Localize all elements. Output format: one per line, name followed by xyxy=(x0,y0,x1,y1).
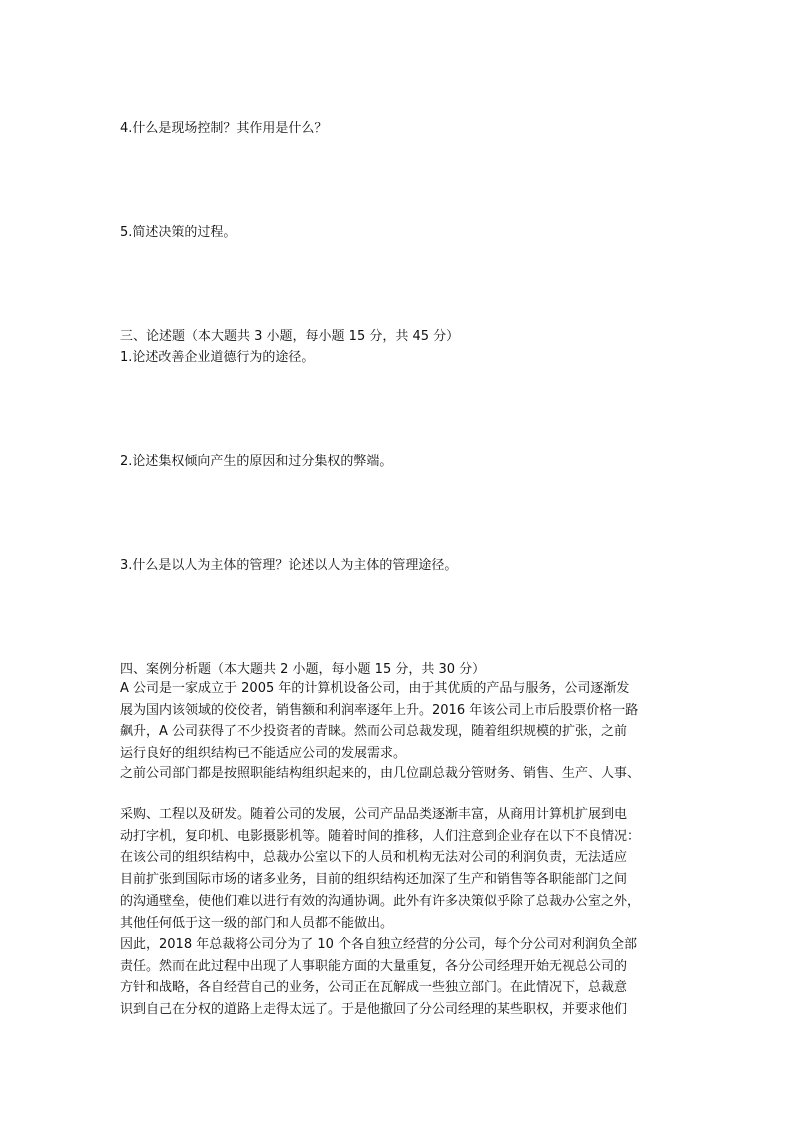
essay-question-3: 3.什么是以人为主体的管理？论述以人为主体的管理途径。 xyxy=(120,558,458,573)
section-4-heading: 四、案例分析题（本大题共 2 小题，每小题 15 分，共 30 分） xyxy=(120,662,486,677)
case-para2-line: 动打字机，复印机、电影摄影机等。随着时间的推移，人们注意到企业存在以下不良情况： xyxy=(120,828,641,844)
case-para2-line: 的沟通壁垒，使他们难以进行有效的沟通协调。此外有许多决策似乎除了总裁办公室之外， xyxy=(120,893,641,909)
question-5: 5.简述决策的过程。 xyxy=(120,225,237,240)
case-para3-line: 因此，2018 年总裁将公司分为了 10 个各自独立经营的分公司，每个分公司对利润负全部 xyxy=(120,937,638,952)
case-para1-line: 展为国内该领域的佼佼者，销售额和利润率逐年上升。2016 年该公司上市后股票价格一路 xyxy=(120,702,639,718)
case-para1-line: A 公司是一家成立于 2005 年的计算机设备公司，由于其优质的产品与服务，公司逐渐发 xyxy=(120,681,630,696)
section-3-heading: 三、论述题（本大题共 3 小题，每小题 15 分，共 45 分） xyxy=(120,329,460,344)
essay-question-2: 2.论述集权倾向产生的原因和过分集权的弊端。 xyxy=(120,454,393,469)
case-para3-line: 责任。然而在此过程中出现了人事职能方面的大量重复，各分公司经理开始无视总公司的 xyxy=(120,958,628,974)
case-para1-line: 飙升，A 公司获得了不少投资者的青睐。然而公司总裁发现，随着组织规模的扩张，之前 xyxy=(120,724,628,740)
case-paragraph-2 xyxy=(120,804,680,934)
case-paragraph-2-first-line: 之前公司部门都是按照职能结构组织起来的，由几位副总裁分管财务、销售、生产、人事、 xyxy=(120,766,641,781)
case-para2-line: 在该公司的组织结构中，总裁办公室以下的人员和机构无法对公司的利润负责，无法适应 xyxy=(120,850,628,866)
case-para2-line: 采购、工程以及研发。随着公司的发展，公司产品品类逐渐丰富，从商用计算机扩展到电 xyxy=(120,807,628,822)
case-para3-line: 识到自己在分权的道路上走得太远了。于是他撤回了分公司经理的某些职权，并要求他们 xyxy=(120,1002,628,1018)
case-paragraph-3 xyxy=(120,934,680,1021)
case-para1-line: 运行良好的组织结构已不能适应公司的发展需求。 xyxy=(120,746,407,762)
case-para3-line: 方针和战略，各自经营自己的业务，公司正在瓦解成一些独立部门。在此情况下，总裁意 xyxy=(120,980,628,996)
essay-question-1: 1.论述改善企业道德行为的途径。 xyxy=(120,350,315,365)
question-4: 4.什么是现场控制？其作用是什么？ xyxy=(120,121,328,136)
case-para2-line: 目前扩张到国际市场的诸多业务，目前的组织结构还加深了生产和销售等各职能部门之间 xyxy=(120,872,628,888)
case-paragraph-1 xyxy=(120,678,680,765)
case-para2-line: 其他任何低于这一级的部门和人员都不能做出。 xyxy=(120,915,394,931)
